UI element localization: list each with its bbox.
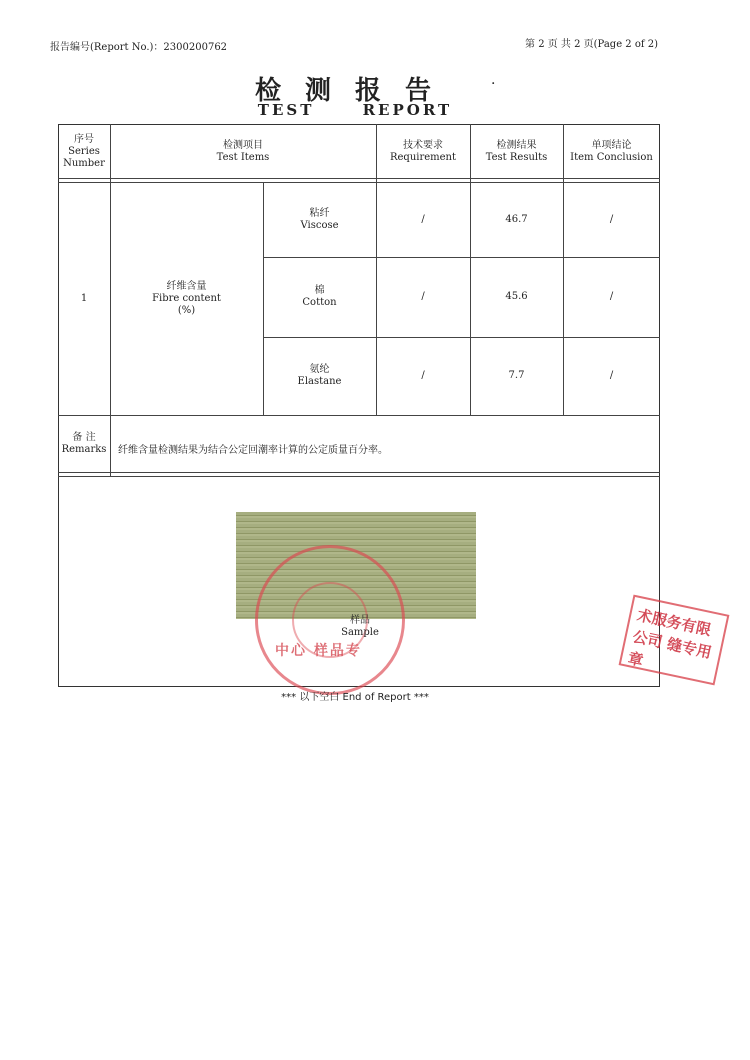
fibre-name: 粘纤 Viscose [300, 207, 339, 231]
sample-label: 样品 Sample [341, 615, 379, 638]
fibre-name: 棉 Cotton [302, 285, 337, 308]
company-seal-stamp: 术服务有限公司 缝专用章 [619, 595, 730, 686]
header-requirement: 技术要求 Requirement [389, 140, 457, 163]
end-of-report: *** 以下空白 End of Report *** [281, 692, 429, 703]
conclusion-value: / [609, 213, 614, 225]
round-seal-text: 中心 样品专 [275, 643, 362, 659]
conclusion-value: / [609, 291, 614, 302]
remarks-text: 纤维含量检测结果为结合公定回潮率计算的公定质量百分率。 [118, 445, 388, 456]
title-chinese: 检测报告 [254, 76, 455, 106]
result-value: 45.6 [505, 291, 528, 302]
result-value: 7.7 [508, 370, 525, 381]
series-number: 1 [80, 292, 88, 304]
report-number: 报告编号(Report No.)：2300200762 [50, 42, 228, 53]
fibre-name: 氨纶 Elastane [297, 364, 342, 387]
page-indicator: 第 2 页 共 2 页(Page 2 of 2) [525, 39, 658, 50]
header-series: 序号 Series Number [63, 134, 105, 169]
result-value: 46.7 [505, 213, 528, 225]
remarks-label: 备 注 Remarks [61, 431, 107, 455]
requirement-value: / [421, 291, 425, 302]
title-english: TEST REPORT [257, 101, 453, 119]
stray-dot: · [491, 76, 496, 92]
header-item-conclusion: 单项结论 Item Conclusion [570, 140, 653, 163]
test-item-fibre-content: 纤维含量 Fibre content (%) [152, 280, 221, 316]
requirement-value: / [421, 370, 425, 381]
header-test-results: 检测结果 Test Results [485, 140, 548, 163]
header-test-items: 检测项目 Test Items [216, 140, 270, 163]
conclusion-value: / [609, 370, 614, 381]
requirement-value: / [421, 213, 425, 225]
